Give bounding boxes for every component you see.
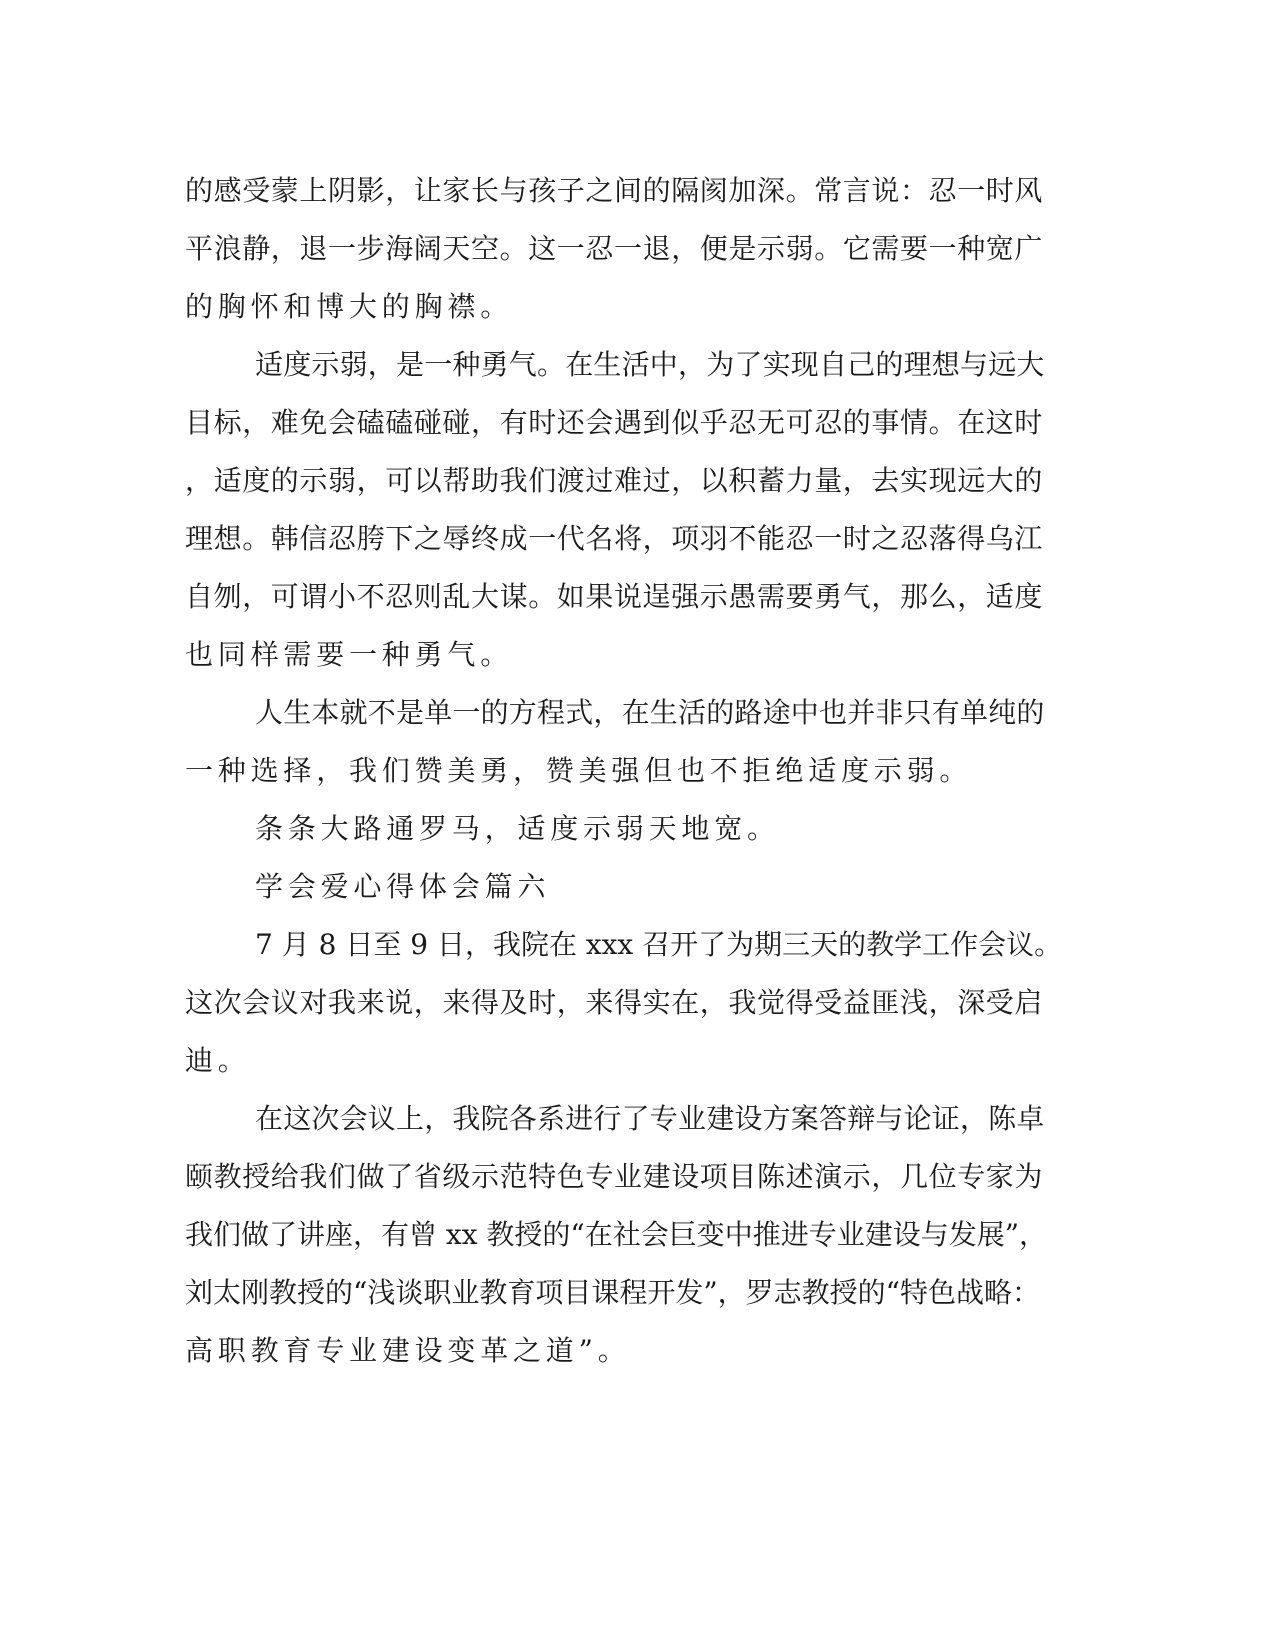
text-line: 颐教授给我们做了省级示范特色专业建设项目陈述演示，几位专家为 <box>185 1160 1044 1193</box>
text-line: 刘太刚教授的“浅谈职业教育项目课程开发”，罗志教授的“特色战略： <box>185 1276 1040 1309</box>
section-heading: 学会爱心得体会篇六 <box>255 870 551 903</box>
text-line: 也同样需要一种勇气。 <box>185 638 514 671</box>
text-line: 高职教育专业建设变革之道”。 <box>185 1334 631 1367</box>
paragraph-start-line: 7 月 8 日至 9 日，我院在 xxx 召开了为期三天的教学工作会议。 <box>255 928 1063 961</box>
text-line: 自刎，可谓小不忍则乱大谋。如果说逞强示愚需要勇气，那么，适度 <box>185 580 1044 613</box>
text-line: 目标，难免会磕磕碰碰，有时还会遇到似乎忍无可忍的事情。在这时 <box>185 406 1044 439</box>
text-line: 的胸怀和博大的胸襟。 <box>185 290 514 323</box>
paragraph-start-line: 人生本就不是单一的方程式，在生活的路途中也并非只有单纯的 <box>255 696 1045 729</box>
text-line: ，适度的示弱，可以帮助我们渡过难过，以积蓄力量，去实现远大的 <box>185 464 1044 497</box>
text-line: 一种选择，我们赞美勇，赞美强但也不拒绝适度示弱。 <box>185 754 973 787</box>
text-line: 理想。韩信忍胯下之辱终成一代名将，项羽不能忍一时之忍落得乌江 <box>185 522 1044 555</box>
text-line: 平浪静，退一步海阔天空。这一忍一退，便是示弱。它需要一种宽广 <box>185 232 1044 265</box>
paragraph-start-line: 条条大路通罗马，适度示弱天地宽。 <box>255 812 780 845</box>
text-line: 迪。 <box>185 1044 251 1077</box>
body-text <box>185 162 1063 1380</box>
text-line: 的感受蒙上阴影，让家长与孩子之间的隔阂加深。常言说：忍一时风 <box>185 174 1044 207</box>
paragraph-start-line: 在这次会议上，我院各系进行了专业建设方案答辩与论证，陈卓 <box>255 1102 1045 1135</box>
text-line: 我们做了讲座，有曾 xx 教授的“在社会巨变中推进专业建设与发展”， <box>185 1218 1048 1251</box>
paragraph-start-line: 适度示弱，是一种勇气。在生活中，为了实现自己的理想与远大 <box>255 348 1045 381</box>
text-line: 这次会议对我来说，来得及时，来得实在，我觉得受益匪浅，深受启 <box>185 986 1044 1019</box>
